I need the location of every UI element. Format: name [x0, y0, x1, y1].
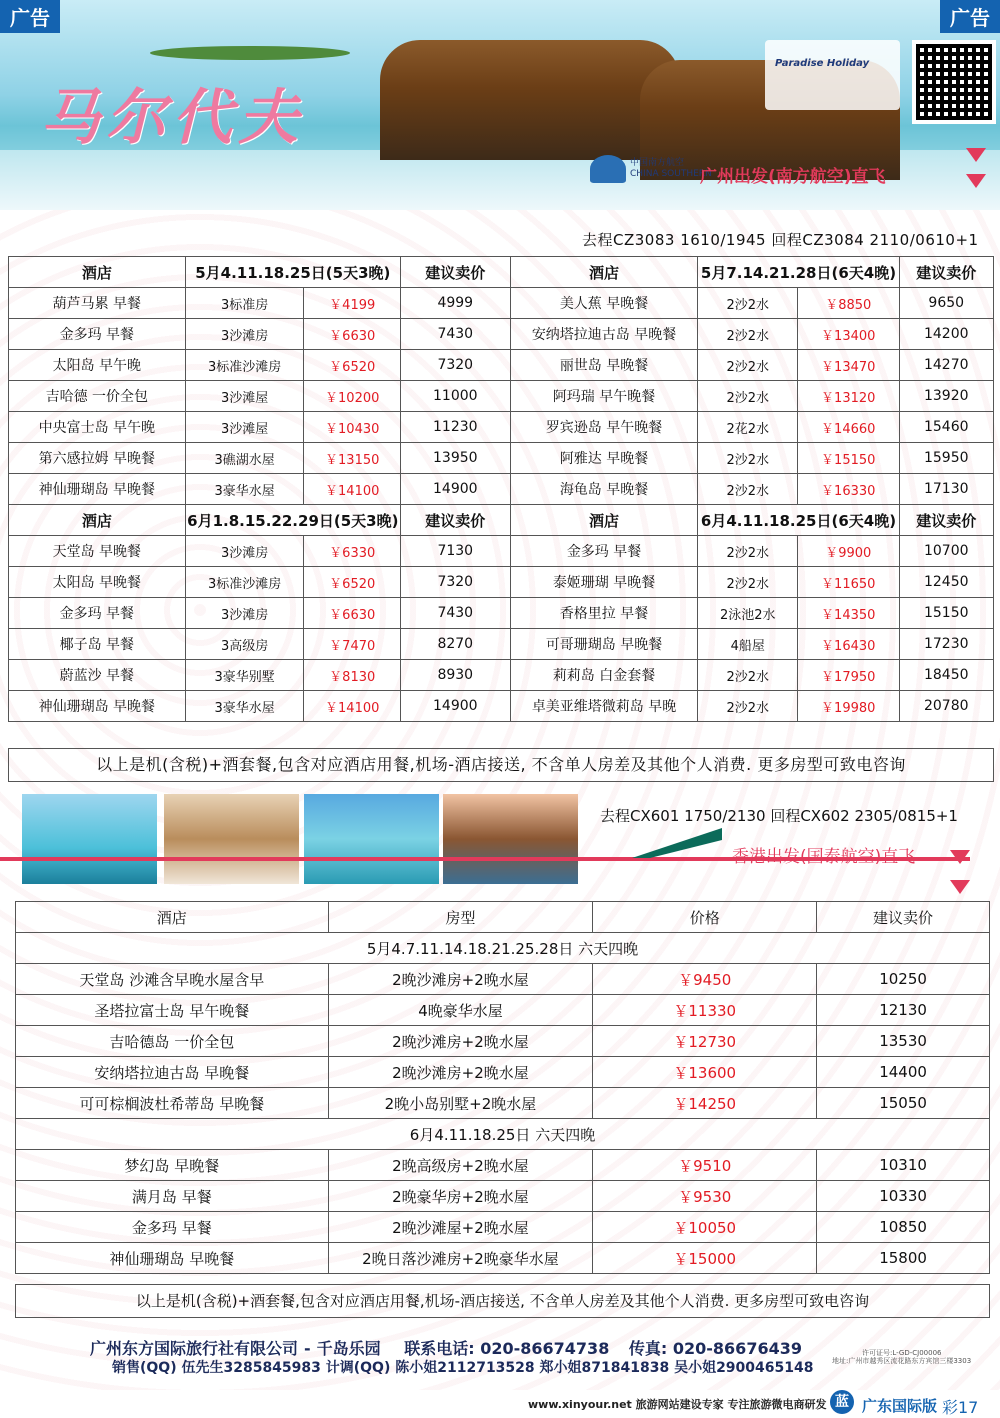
table-cell: 13950 [400, 443, 510, 474]
table-cell: 15800 [817, 1243, 990, 1274]
resort-photo [443, 794, 578, 884]
table-row [9, 350, 994, 381]
table-cell: ￥13400 [797, 319, 899, 350]
table-row [16, 1212, 990, 1243]
table-cell: 11000 [400, 381, 510, 412]
table-cell: ￥16330 [797, 474, 899, 505]
table-cell: 3豪华别墅 [185, 660, 304, 691]
table-cell: ￥15150 [797, 443, 899, 474]
table-cell: 阿雅达 早晚餐 [510, 443, 698, 474]
qr-code-icon [912, 40, 996, 124]
table-cell: 9650 [899, 288, 994, 319]
table-cell: 7320 [400, 350, 510, 381]
table-cell: 14400 [817, 1057, 990, 1088]
table-cell: ￥15000 [593, 1243, 817, 1274]
table-cell: ￥13470 [797, 350, 899, 381]
table-cell: 20780 [899, 691, 994, 722]
table-row [9, 381, 994, 412]
table-cell: 2晚小岛别墅+2晚水屋 [328, 1088, 593, 1119]
table-cell: 3沙滩屋 [185, 412, 304, 443]
table-header-cell: 酒店 [510, 257, 698, 288]
address: 地址:广州市越秀区流花路东方宾馆三楼3303 [832, 1357, 972, 1365]
china-southern-logo-icon [590, 155, 626, 183]
table-header-cell: 6月4.11.18.25日(6天4晚) [698, 505, 899, 536]
arrow-down-icon [966, 148, 986, 162]
table-cell: 2沙2水 [698, 691, 798, 722]
table-cell: 金多玛 早餐 [9, 598, 186, 629]
table-cell: ￥6630 [304, 598, 400, 629]
table-cell: 2沙2水 [698, 567, 798, 598]
table-row [9, 567, 994, 598]
resort-photo [164, 794, 299, 884]
table-cell: 13920 [899, 381, 994, 412]
table-row [9, 474, 994, 505]
package-note: 以上是机(含税)+酒套餐,包含对应酒店用餐,机场-酒店接送, 不含单人房差及其他个人消费. 更多房型可致电咨询 [8, 748, 994, 782]
table-cell: 2沙2水 [698, 319, 798, 350]
table-cell: 海龟岛 早晚餐 [510, 474, 698, 505]
arrow-down-icon [966, 174, 986, 188]
table-header-cell: 建议卖价 [899, 257, 994, 288]
table-row [16, 1057, 990, 1088]
table-cell: 安纳塔拉迪古岛 早晚餐 [510, 319, 698, 350]
table-row [16, 1026, 990, 1057]
table-cell: 可哥珊瑚岛 早晚餐 [510, 629, 698, 660]
route-guangzhou: 广州出发(南方航空)直飞 [700, 167, 886, 187]
table-cell: ￥17950 [797, 660, 899, 691]
table-cell: 神仙珊瑚岛 早晚餐 [9, 474, 186, 505]
table-cell: 15150 [899, 598, 994, 629]
price-table-guangzhou [8, 256, 994, 722]
table-cell: 3标准沙滩房 [185, 350, 304, 381]
table-cell: ￥16430 [797, 629, 899, 660]
table-cell: ￥11330 [593, 995, 817, 1026]
flight-schedule-cx: 去程CX601 1750/2130 回程CX602 2305/0815+1 [600, 807, 958, 825]
table-cell: 神仙珊瑚岛 早晚餐 [9, 691, 186, 722]
table-cell: 蔚蓝沙 早餐 [9, 660, 186, 691]
table-cell: 8930 [400, 660, 510, 691]
ad-tag-right: 广告 [940, 0, 1000, 33]
table-cell: 12130 [817, 995, 990, 1026]
table-cell: ￥6630 [304, 319, 400, 350]
table-cell: ￥6330 [304, 536, 400, 567]
table-row [16, 995, 990, 1026]
table-cell: ￥14100 [304, 691, 400, 722]
table-cell: ￥13120 [797, 381, 899, 412]
table-cell: 葫芦马累 早餐 [9, 288, 186, 319]
table-header-row [16, 902, 990, 933]
table-cell: ￥9530 [593, 1181, 817, 1212]
table-header-cell: 5月7.14.21.28日(6天4晚) [698, 257, 899, 288]
island-image [150, 46, 350, 60]
table-header-cell: 酒店 [9, 257, 186, 288]
table-header-row [9, 257, 994, 288]
table-cell: 阿玛瑞 早午晚餐 [510, 381, 698, 412]
table-cell: ￥13600 [593, 1057, 817, 1088]
table-cell: 满月岛 早餐 [16, 1181, 329, 1212]
table-cell: 2晚沙滩屋+2晚水屋 [328, 1212, 593, 1243]
table-cell: 金多玛 早餐 [510, 536, 698, 567]
table-cell: ￥6520 [304, 567, 400, 598]
table-cell: 4晚豪华水屋 [328, 995, 593, 1026]
table-cell: ￥10050 [593, 1212, 817, 1243]
contacts: 销售(QQ) 伍先生3285845983 计调(QQ) 陈小姐2112713528 郑小姐871841838 吴小姐2900465148 [112, 1360, 814, 1376]
table-cell: 2沙2水 [698, 474, 798, 505]
table-cell: 14900 [400, 474, 510, 505]
table-cell: 2花2水 [698, 412, 798, 443]
table-row [16, 1181, 990, 1212]
table-cell: ￥8850 [797, 288, 899, 319]
table-header-cell: 6月1.8.15.22.29日(5天3晚) [185, 505, 400, 536]
table-cell: 10310 [817, 1150, 990, 1181]
date-group-row [16, 1119, 990, 1150]
date-group-row [16, 933, 990, 964]
table-cell: 美人蕉 早晚餐 [510, 288, 698, 319]
table-cell: ￥9510 [593, 1150, 817, 1181]
table-cell: 3沙滩屋 [185, 381, 304, 412]
table-row [9, 660, 994, 691]
table-cell: 15460 [899, 412, 994, 443]
route-hongkong: 香港出发(国泰航空)直飞 [732, 847, 916, 867]
table-cell: 莉莉岛 白金套餐 [510, 660, 698, 691]
table-cell: 10850 [817, 1212, 990, 1243]
table-cell: ￥14100 [304, 474, 400, 505]
table-cell: 3标准沙滩房 [185, 567, 304, 598]
table-header-cell: 酒店 [510, 505, 698, 536]
table-cell: ￥19980 [797, 691, 899, 722]
table-cell: 13530 [817, 1026, 990, 1057]
brand-logo [765, 40, 900, 110]
hero-banner [0, 0, 1000, 210]
table-header-row [9, 505, 994, 536]
table-cell: 香格里拉 早餐 [510, 598, 698, 629]
table-cell: 2泳池2水 [698, 598, 798, 629]
table-cell: 2沙2水 [698, 660, 798, 691]
table-cell: ￥9450 [593, 964, 817, 995]
date-group-label: 5月4.7.11.14.18.21.25.28日 六天四晚 [16, 933, 990, 964]
table-cell: 卓美亚维塔微莉岛 早晚 [510, 691, 698, 722]
table-cell: 2晚沙滩房+2晚水屋 [328, 1026, 593, 1057]
table-cell: 2沙2水 [698, 288, 798, 319]
table-cell: 8270 [400, 629, 510, 660]
table-row [9, 691, 994, 722]
table-row [9, 319, 994, 350]
table-cell: 2晚沙滩房+2晚水屋 [328, 1057, 593, 1088]
villa-image [380, 40, 680, 160]
table-row [16, 1088, 990, 1119]
table-cell: 2晚豪华房+2晚水屋 [328, 1181, 593, 1212]
table-cell: 泰姬珊瑚 早晚餐 [510, 567, 698, 598]
table-cell: ￥7470 [304, 629, 400, 660]
table-cell: 7320 [400, 567, 510, 598]
table-cell: 2晚高级房+2晚水屋 [328, 1150, 593, 1181]
table-cell: 14200 [899, 319, 994, 350]
table-cell: 10700 [899, 536, 994, 567]
table-header-cell: 建议卖价 [817, 902, 990, 933]
table-cell: 太阳岛 早晚餐 [9, 567, 186, 598]
table-cell: 天堂岛 早晚餐 [9, 536, 186, 567]
table-cell: 17230 [899, 629, 994, 660]
table-cell: 3礁湖水屋 [185, 443, 304, 474]
edition-name: 广东国际版 [862, 1397, 938, 1415]
table-row [16, 1243, 990, 1274]
table-cell: 11230 [400, 412, 510, 443]
table-cell: 3标准房 [185, 288, 304, 319]
table-cell: 4999 [400, 288, 510, 319]
table-row [16, 1150, 990, 1181]
table-row [16, 964, 990, 995]
table-cell: 天堂岛 沙滩含早晚水屋含早 [16, 964, 329, 995]
table-cell: ￥6520 [304, 350, 400, 381]
table-cell: 18450 [899, 660, 994, 691]
table-header-cell: 建议卖价 [400, 505, 510, 536]
license-number: 许可证号:L-GD-CJ00006 [862, 1349, 942, 1357]
table-cell: 3高级房 [185, 629, 304, 660]
arrow-down-icon [950, 850, 970, 864]
table-cell: 2沙2水 [698, 536, 798, 567]
table-cell: 安纳塔拉迪古岛 早晚餐 [16, 1057, 329, 1088]
table-header-cell: 建议卖价 [400, 257, 510, 288]
table-cell: 14270 [899, 350, 994, 381]
table-cell: 3豪华水屋 [185, 474, 304, 505]
table-cell: 10330 [817, 1181, 990, 1212]
table-cell: 7430 [400, 319, 510, 350]
table-cell: 7130 [400, 536, 510, 567]
table-cell: 3豪华水屋 [185, 691, 304, 722]
resort-photo [304, 794, 439, 884]
table-cell: 2沙2水 [698, 381, 798, 412]
hero-title: 马尔代夫 [40, 83, 304, 153]
brand-name: 千岛乐园 [316, 1339, 381, 1358]
table-row [9, 443, 994, 474]
date-group-label: 6月4.11.18.25日 六天四晚 [16, 1119, 990, 1150]
table-cell: ￥14660 [797, 412, 899, 443]
brand-logo-text: Paradise Holiday [775, 58, 870, 69]
package-note-2: 以上是机(含税)+酒套餐,包含对应酒店用餐,机场-酒店接送, 不含单人房差及其他个人消费. 更多房型可致电咨询 [15, 1284, 990, 1318]
company-name: 广州东方国际旅行社有限公司 [90, 1339, 299, 1358]
table-cell: 15050 [817, 1088, 990, 1119]
ad-tag-left: 广告 [0, 0, 60, 33]
table-cell: 金多玛 早餐 [16, 1212, 329, 1243]
table-cell: 3沙滩房 [185, 319, 304, 350]
table-cell: 14900 [400, 691, 510, 722]
table-row [9, 629, 994, 660]
table-cell: ￥8130 [304, 660, 400, 691]
price-table-hongkong [15, 901, 990, 1274]
table-row [9, 288, 994, 319]
table-cell: 12450 [899, 567, 994, 598]
table-header-cell: 酒店 [16, 902, 329, 933]
table-cell: ￥10200 [304, 381, 400, 412]
table-cell: 2沙2水 [698, 443, 798, 474]
airline-name: 中国南方航空 CHINA SOUTHERN [630, 158, 712, 179]
table-cell: ￥4199 [304, 288, 400, 319]
table-cell: 2沙2水 [698, 350, 798, 381]
phone: 联系电话: 020-86674738 [404, 1339, 610, 1358]
arrow-down-icon [950, 880, 970, 894]
table-cell: 吉哈德 一价全包 [9, 381, 186, 412]
footer-website[interactable]: www.xinyour.net 旅游网站建设专家 专注旅游微电商研发 [528, 1398, 827, 1411]
table-cell: ￥9900 [797, 536, 899, 567]
fax: 传真: 020-86676439 [628, 1339, 802, 1358]
table-cell: 17130 [899, 474, 994, 505]
table-row [9, 536, 994, 567]
table-cell: ￥11650 [797, 567, 899, 598]
flight-schedule-cz: 去程CZ3083 1610/1945 回程CZ3084 2110/0610+1 [582, 231, 979, 249]
table-cell: ￥13150 [304, 443, 400, 474]
edition-badge-icon: 蓝 [830, 1390, 854, 1414]
page-number: 彩17 [942, 1398, 979, 1417]
table-cell: ￥14350 [797, 598, 899, 629]
table-cell: 7430 [400, 598, 510, 629]
table-cell: 太阳岛 早午晚 [9, 350, 186, 381]
table-cell: 4船屋 [698, 629, 798, 660]
table-cell: 椰子岛 早餐 [9, 629, 186, 660]
table-header-cell: 5月4.11.18.25日(5天3晚) [185, 257, 400, 288]
table-cell: 2晚日落沙滩房+2晚豪华水屋 [328, 1243, 593, 1274]
table-cell: 吉哈德岛 一价全包 [16, 1026, 329, 1057]
table-cell: 可可棕榈波杜希蒂岛 早晚餐 [16, 1088, 329, 1119]
table-header-cell: 价格 [593, 902, 817, 933]
table-cell: 神仙珊瑚岛 早晚餐 [16, 1243, 329, 1274]
table-cell: 梦幻岛 早晚餐 [16, 1150, 329, 1181]
table-cell: 10250 [817, 964, 990, 995]
table-row [9, 412, 994, 443]
resort-photo [22, 794, 157, 884]
table-cell: 3沙滩房 [185, 536, 304, 567]
company-line: 广州东方国际旅行社有限公司 - 千岛乐园 联系电话: 020-86674738 传真: 020-86676439 [90, 1339, 802, 1358]
table-header-cell: 酒店 [9, 505, 186, 536]
table-row [9, 598, 994, 629]
table-cell: 罗宾逊岛 早午晚餐 [510, 412, 698, 443]
table-cell: ￥10430 [304, 412, 400, 443]
table-cell: 丽世岛 早晚餐 [510, 350, 698, 381]
table-cell: 金多玛 早餐 [9, 319, 186, 350]
table-cell: 中央富士岛 早午晚 [9, 412, 186, 443]
table-cell: ￥14250 [593, 1088, 817, 1119]
table-cell: 圣塔拉富士岛 早午晚餐 [16, 995, 329, 1026]
table-header-cell: 房型 [328, 902, 593, 933]
table-cell: ￥12730 [593, 1026, 817, 1057]
table-header-cell: 建议卖价 [899, 505, 994, 536]
table-cell: 2晚沙滩房+2晚水屋 [328, 964, 593, 995]
table-cell: 3沙滩房 [185, 598, 304, 629]
table-cell: 15950 [899, 443, 994, 474]
table-cell: 第六感拉姆 早晚餐 [9, 443, 186, 474]
